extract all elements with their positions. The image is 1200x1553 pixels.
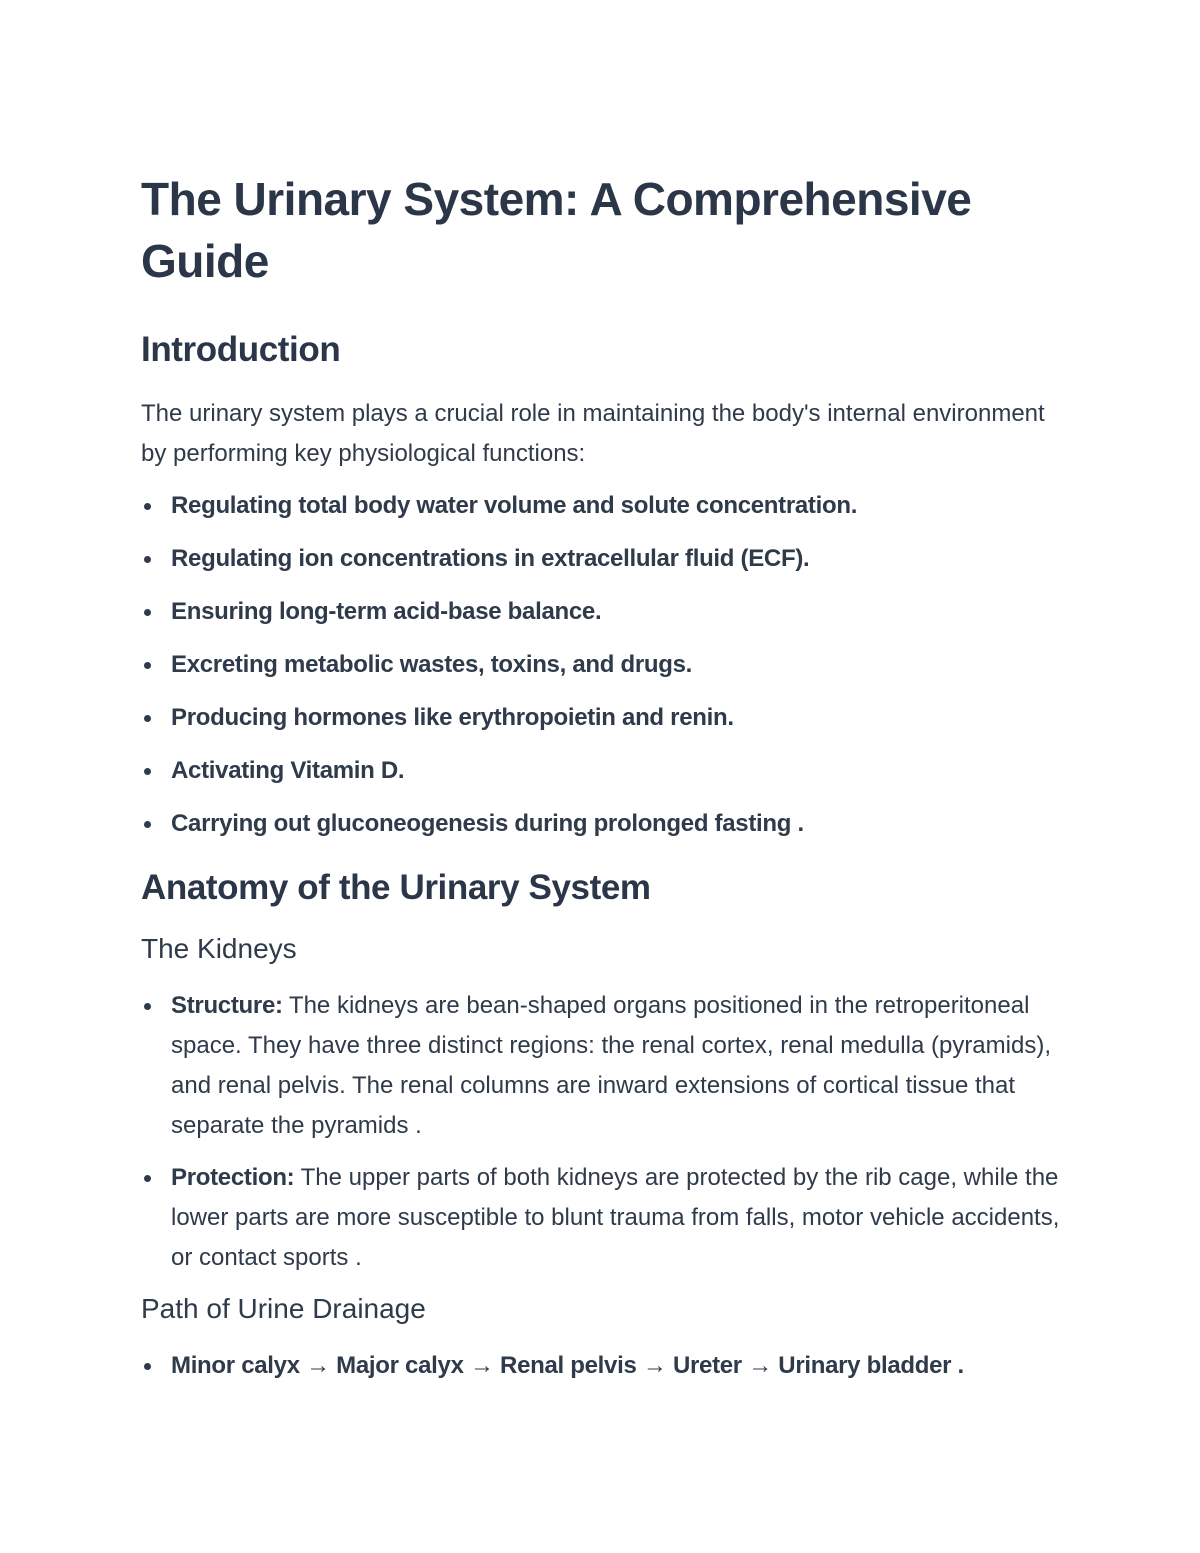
drainage-heading: Path of Urine Drainage: [141, 1293, 426, 1324]
list-item: Producing hormones like erythropoietin and renin.: [141, 698, 1061, 738]
list-item: [141, 986, 1061, 1146]
structure-text: The kidneys are bean-shaped organs positioned in the retroperitoneal space. They have three distinct regions: the renal cortex, renal medulla (pyramids), and renal pelvis. The renal columns are inward extensions of cortical tissue that separate the pyramids .: [171, 992, 1051, 1139]
list-item: [141, 1158, 1061, 1278]
anatomy-heading: Anatomy of the Urinary System: [141, 868, 651, 907]
list-item: Regulating ion concentrations in extracellular fluid (ECF).: [141, 539, 1061, 579]
function-list: [141, 486, 1061, 844]
anatomy-section: [141, 866, 1061, 1386]
protection-text: The upper parts of both kidneys are protected by the rib cage, while the lower parts are more susceptible to blunt trauma from falls, motor vehicle accidents, or contact sports .: [171, 1164, 1060, 1271]
introduction-heading: Introduction: [141, 330, 341, 369]
kidneys-heading: The Kidneys: [141, 933, 297, 964]
document-title: The Urinary System: A Comprehensive Guide: [141, 173, 972, 287]
list-item: Minor calyx → Major calyx → Renal pelvis → Ureter → Urinary bladder .: [141, 1346, 1061, 1386]
protection-label: Protection:: [171, 1164, 295, 1191]
introduction-section: [141, 328, 1061, 844]
document-content: [141, 168, 1061, 1386]
kidney-list: [141, 986, 1061, 1278]
list-item: Excreting metabolic wastes, toxins, and drugs.: [141, 645, 1061, 685]
list-item: Carrying out gluconeogenesis during prolonged fasting .: [141, 804, 1061, 844]
introduction-paragraph: The urinary system plays a crucial role in maintaining the body's internal environment by performing key physiological functions:: [141, 400, 1045, 467]
list-item: Ensuring long-term acid-base balance.: [141, 592, 1061, 632]
list-item: Regulating total body water volume and solute concentration.: [141, 486, 1061, 526]
structure-label: Structure:: [171, 992, 283, 1019]
list-item: Activating Vitamin D.: [141, 751, 1061, 791]
drainage-list: [141, 1346, 1061, 1386]
